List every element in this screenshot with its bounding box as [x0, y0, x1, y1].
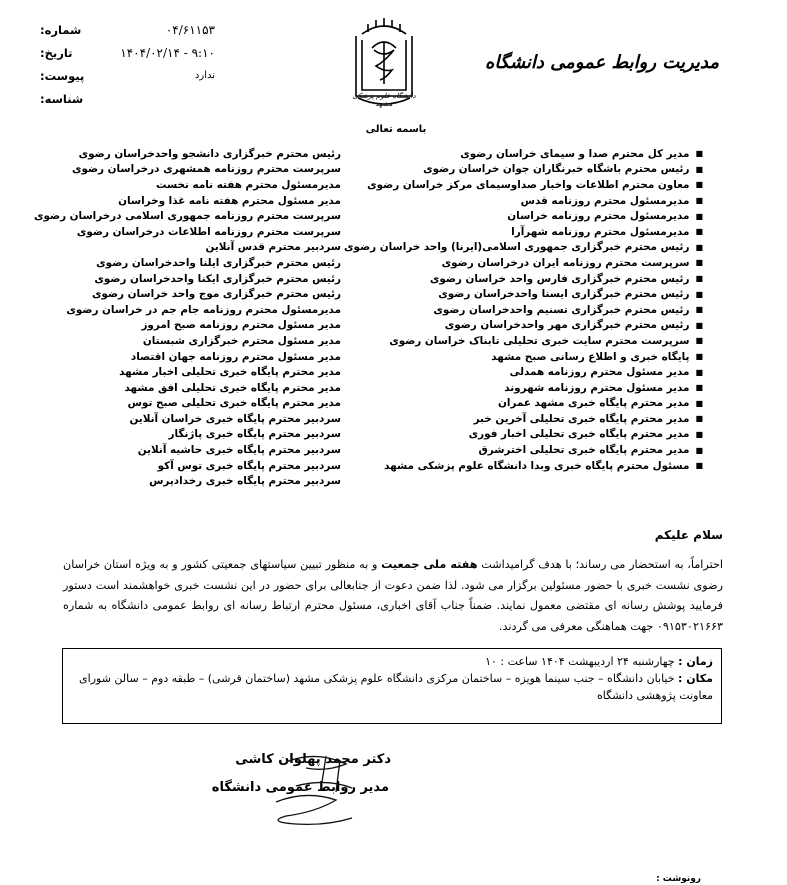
- recipient-left-item: [34, 224, 341, 240]
- recipient-right-item: [344, 177, 703, 193]
- recipient-right-text: مدیر محترم پایگاه خبری تحلیلی اخترشرق: [478, 444, 690, 457]
- recipient-right-text: مدیر محترم پایگاه خبری تحلیلی اخبار فوری: [468, 428, 690, 441]
- recipient-left-text: سرپرست محترم روزنامه اطلاعات درخراسان رضوی: [76, 225, 341, 238]
- recipient-right-text: مدیر محترم پایگاه خبری تحلیلی آخرین خبر: [473, 412, 690, 425]
- bullet-icon: ■: [695, 414, 703, 424]
- recipient-left-text: مدیرمسئول محترم روزنامه جام جم در خراسان رضوی: [66, 303, 341, 316]
- recipient-left-text: رئیس محترم خبرگزاری موج واحد خراسان رضوی: [91, 288, 341, 301]
- bullet-icon: ■: [695, 274, 703, 284]
- recipient-right-text: رئیس محترم خبرگزاری جمهوری اسلامی(ایرنا) واحد خراسان رضوی: [344, 241, 690, 254]
- bullet-icon: ■: [695, 164, 703, 174]
- recipient-left-text: سرپرست محترم روزنامه همشهری درخراسان رضوی: [71, 163, 341, 176]
- recipient-right-item: [344, 224, 703, 240]
- recipient-left-item: [34, 442, 341, 458]
- recipient-left-item: [34, 162, 341, 178]
- recipient-left-item: [34, 473, 341, 489]
- recipient-right-item: [344, 333, 703, 349]
- recipient-right-item: [344, 302, 703, 318]
- recipient-left-item: [34, 240, 341, 256]
- recipient-right-item: [344, 271, 703, 287]
- recipient-left-text: رئیس محترم خبرگزاری ایکنا واحدخراسان رضوی: [94, 272, 341, 285]
- bullet-icon: ■: [695, 180, 703, 190]
- bullet-icon: ■: [695, 336, 703, 346]
- recipient-right-text: رئیس محترم باشگاه خبرنگاران جوان خراسان رضوی: [423, 163, 690, 176]
- recipient-right-text: مسئول محترم پایگاه خبری وبدا دانشگاه علوم پزشکی مشهد: [384, 459, 690, 472]
- event-place-value: خیابان دانشگاه – جنب سینما هویزه – ساختمان مرکزی دانشگاه علوم پزشکی مشهد (ساختمان قرشی) – طبقه دوم – سالن شورای معاونت پژوهشی دانشگاه: [79, 672, 713, 702]
- recipient-left-text: سردبیر محترم پایگاه خبری رخدادپرس: [149, 475, 341, 488]
- recipient-right-item: [344, 193, 703, 209]
- letter-date-value: ۱۴۰۴/۰۲/۱۴ - ۹:۱۰: [120, 45, 215, 60]
- recipient-left-item: [34, 193, 341, 209]
- event-details-box: [62, 648, 722, 724]
- recipient-left-text: سردبیر محترم پایگاه خبری توس آکو: [157, 459, 341, 472]
- recipient-right-item: [344, 427, 703, 443]
- letter-paragraph: [63, 555, 723, 637]
- salutation-top: باسمه تعالی: [365, 124, 427, 135]
- paragraph-rest: و به منظور تبیین سیاستهای جمعیتی کشور و به ویژه استان خراسان رضوی نشست خبری با حضور مسئولین برگزار می شود. لذا ضمن دعوت از جنابعالی برای حضور در این نشست خبری خواهشمند است دستور فرمایید پوشش رسانه ای مقتضی معمول نمایند. ضمناً جناب آقای اخباری، مسئول محترم ارتباط رسانه ای روابط عمومی دانشگاه به شماره ۰۹۱۵۳۰۲۱۶۶۳ جهت هماهنگی معرفی می گردند.: [63, 558, 723, 633]
- recipient-right-item: [344, 162, 703, 178]
- letter-attachment-label: پیوست:: [40, 68, 85, 83]
- recipient-right-item: [344, 240, 703, 256]
- recipient-right-text: مدیر مسئول محترم روزنامه شهروند: [504, 381, 690, 394]
- office-title: مدیریت روابط عمومی دانشگاه: [484, 52, 719, 73]
- handwritten-signature: [256, 742, 376, 832]
- event-time-value: چهارشنبه ۲۴ اردیبهشت ۱۴۰۴ ساعت : ۱۰: [485, 655, 679, 668]
- recipient-right-text: رئیس محترم خبرگزاری تسنیم واحدخراسان رضوی: [433, 303, 690, 316]
- recipient-right-text: سرپرست محترم سایت خبری تحلیلی تابناک خراسان رضوی: [389, 334, 690, 347]
- recipient-left-text: مدیر محترم پایگاه خبری تحلیلی اخبار مشهد: [119, 366, 341, 379]
- recipient-right-item: [344, 442, 703, 458]
- letter-number-value: ۰۴/۶۱۱۵۳: [165, 22, 215, 37]
- recipient-left-text: مدیر مسئول محترم روزنامه صبح امروز: [141, 319, 341, 332]
- bullet-icon: ■: [695, 429, 703, 439]
- recipient-right-text: رئیس محترم خبرگزاری مهر واحدخراسان رضوی: [444, 319, 690, 332]
- letter-id: [40, 87, 215, 110]
- letter-attachment-value: ندارد: [194, 70, 215, 81]
- recipient-right-item: [344, 146, 703, 162]
- letter-number-label: شماره:: [40, 22, 82, 37]
- letter-attachment: [40, 64, 215, 87]
- bullet-icon: ■: [695, 227, 703, 237]
- recipient-left-text: سردبیر محترم پایگاه خبری خراسان آنلاین: [129, 412, 341, 425]
- bullet-icon: ■: [695, 149, 703, 159]
- recipient-left-text: رئیس محترم خبرگزاری دانشجو واحدخراسان رضوی: [78, 147, 341, 160]
- recipient-right-item: [344, 411, 703, 427]
- recipient-right-text: مدیر کل محترم صدا و سیمای خراسان رضوی: [460, 147, 690, 160]
- logo-caption: دانشگاه علوم پزشکی مشهد: [352, 92, 416, 108]
- recipient-left-item: [34, 302, 341, 318]
- recipient-left-text: مدیر مسئول محترم خبرگزاری شبستان: [142, 334, 341, 347]
- bullet-icon: ■: [695, 289, 703, 299]
- recipient-right-item: [344, 255, 703, 271]
- letter-date: [40, 41, 215, 64]
- recipient-left-item: [34, 427, 341, 443]
- recipient-right-text: رئیس محترم خبرگزاری ایسنا واحدخراسان رضوی: [438, 288, 690, 301]
- recipient-right-item: [344, 286, 703, 302]
- recipient-right-text: مدیرمسئول محترم روزنامه شهرآرا: [511, 225, 690, 238]
- bullet-icon: ■: [695, 320, 703, 330]
- recipient-right-item: [344, 364, 703, 380]
- letter-date-label: تاریخ:: [40, 45, 73, 60]
- event-time-label: زمان :: [678, 655, 713, 668]
- recipient-left-item: [34, 318, 341, 334]
- recipient-left-text: سرپرست محترم روزنامه جمهوری اسلامی درخراسان رضوی: [34, 210, 341, 223]
- recipient-left-item: [34, 349, 341, 365]
- greeting: سلام علیکم: [654, 528, 723, 542]
- recipient-right-item: [344, 396, 703, 412]
- bullet-icon: ■: [695, 398, 703, 408]
- recipient-left-item: [34, 271, 341, 287]
- letter-number: [40, 18, 215, 41]
- recipient-left-item: [34, 255, 341, 271]
- bullet-icon: ■: [695, 352, 703, 362]
- bullet-icon: ■: [695, 242, 703, 252]
- recipient-right-text: مدیرمسئول محترم روزنامه خراسان: [507, 210, 690, 223]
- recipient-left-text: سردبیر محترم پایگاه خبری پاژنگار: [168, 428, 341, 441]
- recipients-left-list: [34, 146, 341, 489]
- signatory-name: دکتر محمد پهلوان کاشی: [235, 752, 391, 767]
- signatory-title: مدیر روابط عمومی دانشگاه: [211, 780, 389, 795]
- bullet-icon: ■: [695, 196, 703, 206]
- recipient-right-text: سرپرست محترم روزنامه ایران درخراسان رضوی: [441, 256, 690, 269]
- bullet-icon: ■: [695, 461, 703, 471]
- recipient-right-item: [344, 208, 703, 224]
- recipient-right-item: [344, 349, 703, 365]
- letter-id-label: شناسه:: [40, 91, 84, 106]
- recipient-right-text: رئیس محترم خبرگزاری فارس واحد خراسان رضوی: [429, 272, 690, 285]
- recipient-left-item: [34, 146, 341, 162]
- paragraph-highlight: هفته ملی جمعیت: [381, 558, 478, 571]
- recipient-right-text: پایگاه خبری و اطلاع رسانی صبح مشهد: [491, 350, 690, 363]
- cc-label: رونوشت :: [656, 874, 701, 884]
- letter-meta: [40, 18, 215, 110]
- recipient-left-item: [34, 458, 341, 474]
- recipient-right-item: [344, 318, 703, 334]
- recipient-left-item: [34, 286, 341, 302]
- recipient-left-text: مدیر مسئول محترم روزنامه جهان اقتصاد: [130, 350, 341, 363]
- bullet-icon: ■: [695, 367, 703, 377]
- recipient-left-text: مدیر مسئول محترم هفته نامه غذا وخراسان: [118, 194, 341, 207]
- event-place-label: مکان :: [678, 672, 713, 685]
- bullet-icon: ■: [695, 258, 703, 268]
- recipient-left-item: [34, 396, 341, 412]
- recipient-left-item: [34, 333, 341, 349]
- recipient-right-text: معاون محترم اطلاعات واخبار صداوسیمای مرکز خراسان رضوی: [367, 178, 690, 191]
- recipients-right-list: [344, 146, 703, 473]
- recipient-left-item: [34, 177, 341, 193]
- recipient-left-item: [34, 364, 341, 380]
- recipient-right-item: [344, 458, 703, 474]
- recipient-left-item: [34, 208, 341, 224]
- recipient-right-item: [344, 380, 703, 396]
- bullet-icon: ■: [695, 305, 703, 315]
- event-time: [71, 653, 713, 670]
- recipient-left-text: سردبیر محترم پایگاه خبری حاشیه آنلاین: [137, 444, 341, 457]
- bullet-icon: ■: [695, 211, 703, 221]
- recipient-left-text: مدیر محترم پایگاه خبری تحلیلی افق مشهد: [124, 381, 341, 394]
- recipient-left-item: [34, 411, 341, 427]
- recipient-right-text: مدیر محترم پایگاه خبری مشهد عمران: [497, 397, 690, 410]
- recipient-left-text: رئیس محترم خبرگزاری ایلنا واحدخراسان رضوی: [96, 256, 341, 269]
- recipient-left-text: سردبیر محترم قدس آنلاین: [205, 241, 341, 254]
- recipient-right-text: مدیرمسئول محترم روزنامه قدس: [520, 194, 690, 207]
- bullet-icon: ■: [695, 445, 703, 455]
- event-place: [71, 670, 713, 704]
- paragraph-start: احتراماً، به استحضار می رساند؛ با هدف گرامیداشت: [477, 558, 723, 571]
- recipient-right-text: مدیر مسئول محترم روزنامه همدلی: [509, 366, 690, 379]
- recipient-left-text: مدیرمسئول محترم هفته نامه نخست: [155, 178, 341, 191]
- recipient-left-text: مدیر محترم پایگاه خبری تحلیلی صبح توس: [127, 397, 341, 410]
- recipient-left-item: [34, 380, 341, 396]
- bullet-icon: ■: [695, 383, 703, 393]
